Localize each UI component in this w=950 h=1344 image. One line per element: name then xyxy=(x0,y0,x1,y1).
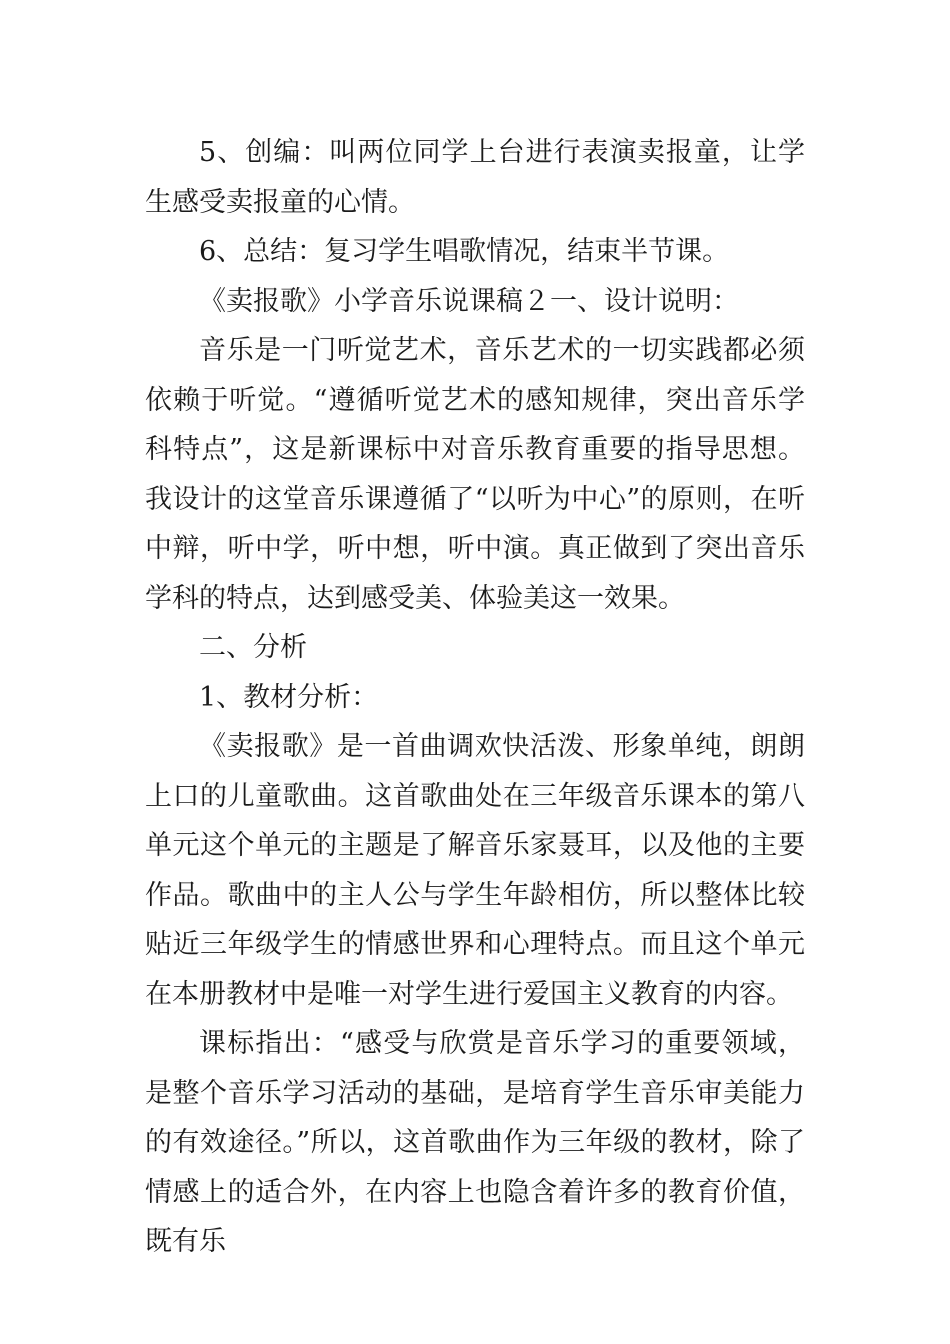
subsection-heading-material: 1、教材分析： xyxy=(199,681,379,713)
paragraph-design-heading: 《卖报歌》小学音乐说课稿２一、设计说明： xyxy=(199,285,739,317)
paragraph-design-description: 音乐是一门听觉艺术，音乐艺术的一切实践都必须依赖于听觉。“遵循听觉艺术的感知规律，突出音乐学科特点”，这是新课标中对音乐教育重要的指导思想。我设计的这堂音乐课遵循了“以听为中心”的原则，在听中辩，听中学，听中想，听中演。真正做到了突出音乐学科的特点，达到感受美、体验美这一效果。 xyxy=(145,335,805,614)
paragraph-summary: 6、总结：复习学生唱歌情况，结束半节课。 xyxy=(199,236,730,267)
section-heading-analysis: 二、分析 xyxy=(199,632,307,663)
paragraph-create-perform: 5、创编：叫两位同学上台进行表演卖报童，让学生感受卖报童的心情。 xyxy=(145,137,805,218)
paragraph-curriculum-standard: 课标指出：“感受与欣赏是音乐学习的重要领域，是整个音乐学习活动的基础，是培育学生音乐审美能力的有效途径。”所以，这首歌曲作为三年级的教材，除了情感上的适合外，在内容上也隐含着许多的教育价值，既有乐 xyxy=(145,1028,805,1257)
paragraph-material-analysis: 《卖报歌》是一首曲调欢快活泼、形象单纯，朗朗上口的儿童歌曲。这首歌曲处在三年级音乐课本的第八单元这个单元的主题是了解音乐家聂耳，以及他的主要作品。歌曲中的主人公与学生年龄相仿，所以整体比较贴近三年级学生的情感世界和心理特点。而且这个单元在本册教材中是唯一对学生进行爱国主义教育的内容。 xyxy=(145,731,805,1010)
document-body xyxy=(145,128,805,1267)
